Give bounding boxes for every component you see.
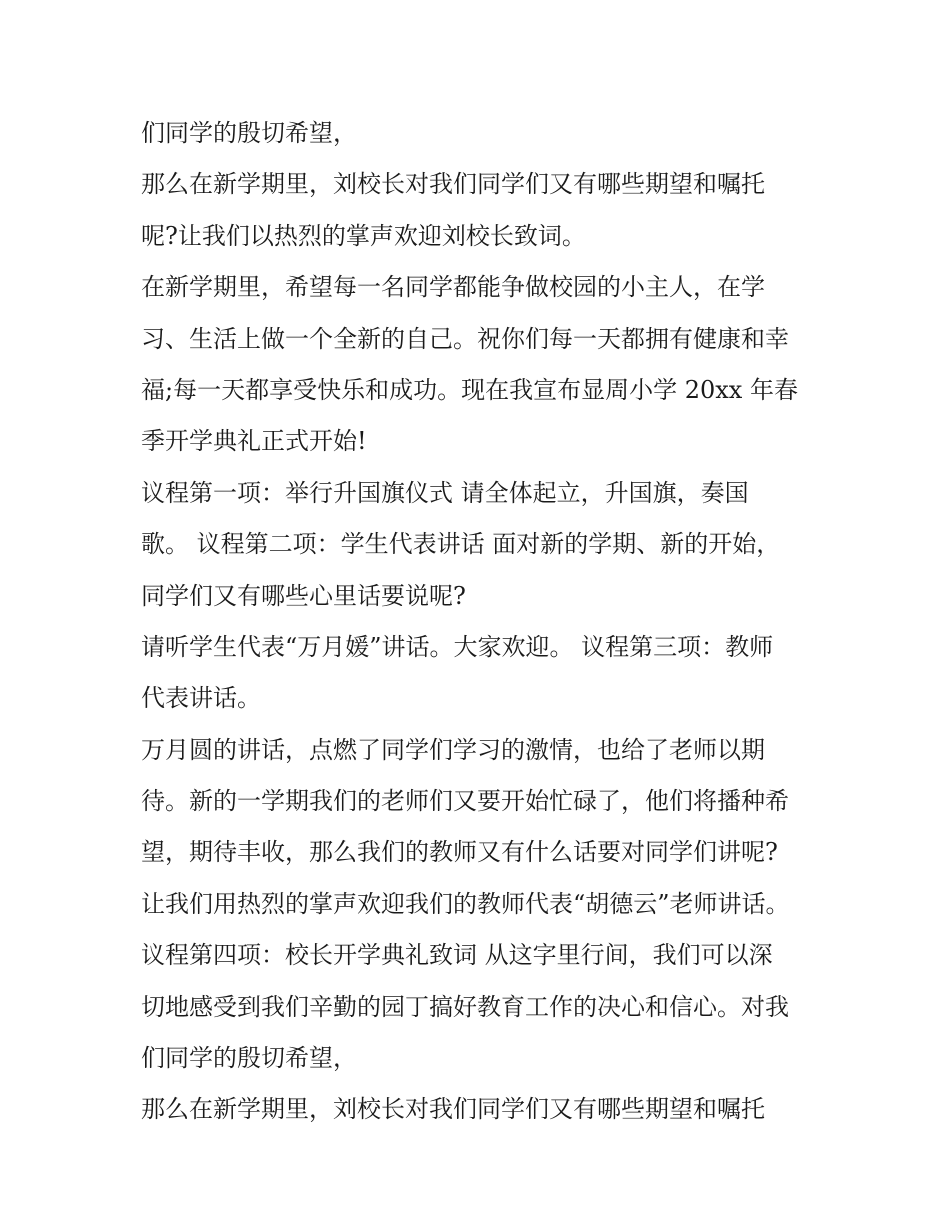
text-line: 歌。 议程第二项：学生代表讲话 面对新的学期、新的开始， bbox=[141, 530, 781, 559]
text-line: 议程第四项：校长开学典礼致词 从这字里行间，我们可以深 bbox=[141, 941, 773, 970]
text-line: 同学们又有哪些心里话要说呢? bbox=[141, 581, 466, 610]
text-line: 福;每一天都享受快乐和成功。现在我宣布显周小学 20xx 年春 bbox=[141, 375, 798, 404]
text-line: 代表讲话。 bbox=[141, 684, 261, 713]
text-line: 季开学典礼正式开始! bbox=[141, 427, 367, 456]
text-line: 那么在新学期里，刘校长对我们同学们又有哪些期望和嘱托 bbox=[141, 1095, 765, 1124]
text-line: 议程第一项：举行升国旗仪式 请全体起立，升国旗，奏国 bbox=[141, 478, 749, 507]
text-line: 习、生活上做一个全新的自己。祝你们每一天都拥有健康和幸 bbox=[141, 324, 789, 353]
text-line: 们同学的殷切希望， bbox=[141, 1044, 357, 1073]
text-line: 那么在新学期里，刘校长对我们同学们又有哪些期望和嘱托 bbox=[141, 170, 765, 199]
text-line: 万月圆的讲话，点燃了同学们学习的激情，也给了老师以期 bbox=[141, 735, 765, 764]
text-line: 望，期待丰收，那么我们的教师又有什么话要对同学们讲呢? bbox=[141, 838, 778, 867]
text-line: 呢?让我们以热烈的掌声欢迎刘校长致词。 bbox=[141, 221, 586, 250]
text-line: 请听学生代表“万月媛”讲话。大家欢迎。 议程第三项：教师 bbox=[141, 632, 774, 661]
text-line: 切地感受到我们辛勤的园丁搞好教育工作的决心和信心。对我 bbox=[141, 992, 789, 1021]
text-line: 让我们用热烈的掌声欢迎我们的教师代表“胡德云”老师讲话。 bbox=[141, 889, 790, 918]
text-line: 在新学期里，希望每一名同学都能争做校园的小主人，在学 bbox=[141, 273, 765, 302]
text-line: 待。新的一学期我们的老师们又要开始忙碌了，他们将播种希 bbox=[141, 787, 789, 816]
text-line: 们同学的殷切希望， bbox=[141, 119, 357, 147]
body-text bbox=[141, 108, 831, 1136]
